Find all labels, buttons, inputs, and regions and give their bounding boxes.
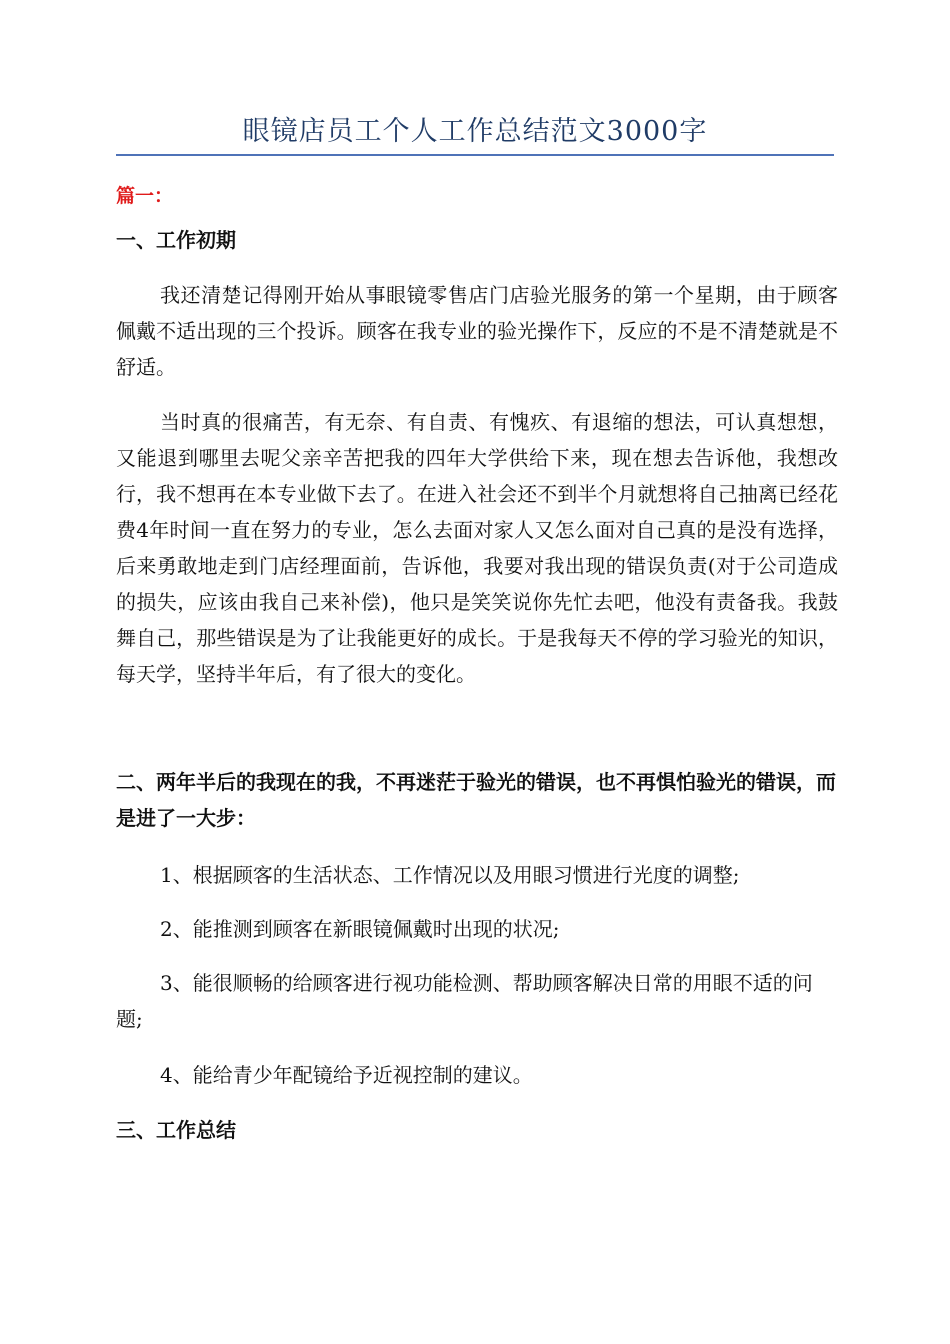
document-title: 眼镜店员工个人工作总结范文3000字 (242, 116, 708, 147)
list-item: 4、能给青少年配镜给予近视控制的建议。 (160, 1063, 533, 1087)
paragraph-struggle: 当时真的很痛苦，有无奈、有自责、有愧疚、有退缩的想法，可认真想想，又能退到哪里去呢父亲辛苦把我的四年大学供给下来，现在想去告诉他，我想改行，我不想再在本专业做下去了。在进入社会还不到半个月就想将自己抽离已经花费4年时间一直在努力的专业，怎么去面对家人又怎么面对自己真的是没有选择，后来勇敢地走到门店经理面前，告诉他，我要对我出现的错误负责(对于公司造成的损失，应该由我自己来补偿)，他只是笑笑说你先忙去吧，他没有责备我。我鼓舞自己，那些错误是为了让我能更好的成长。于是我每天不停的学习验光的知识，每天学，坚持半年后，有了很大的变化。 (116, 410, 838, 686)
paragraph-first-week: 我还清楚记得刚开始从事眼镜零售店门店验光服务的第一个星期，由于顾客佩戴不适出现的三个投诉。顾客在我专业的验光操作下，反应的不是不清楚就是不舒适。 (116, 283, 838, 379)
list-item: 1、根据顾客的生活状态、工作情况以及用眼习惯进行光度的调整; (160, 863, 740, 887)
title-underline-divider (116, 154, 834, 156)
heading-work-beginning: 一、工作初期 (116, 228, 236, 252)
list-item: 2、能推测到顾客在新眼镜佩戴时出现的状况; (160, 917, 560, 941)
heading-work-summary: 三、工作总结 (116, 1118, 236, 1142)
heading-two-years-later: 二、两年半后的我现在的我，不再迷茫于验光的错误，也不再惧怕验光的错误，而是进了一大步： (116, 770, 836, 830)
list-item: 3、能很顺畅的给顾客进行视功能检测、帮助顾客解决日常的用眼不适的问题; (116, 971, 813, 1031)
section-label: 篇一： (116, 185, 174, 207)
